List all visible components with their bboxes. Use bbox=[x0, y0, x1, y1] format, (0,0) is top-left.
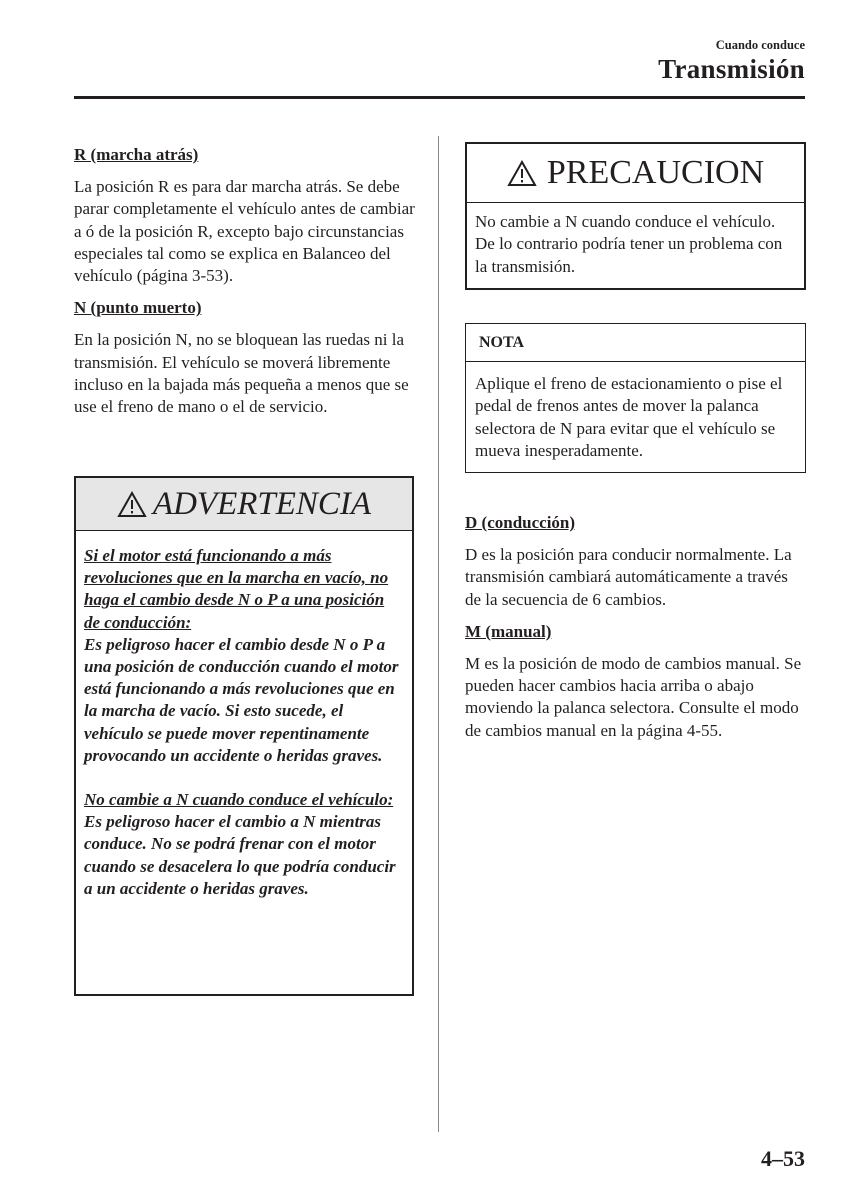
r-paragraph: La posición R es para dar marcha atrás. Se debe parar completamente el vehículo antes de cambiar a ó de la posición R, excepto bajo circunstancias especiales tal como se explica en Balanceo del vehículo (página 3-53). bbox=[74, 177, 415, 286]
warning-item2-text: Es peligroso hacer el cambio a N mientras conduce. No se podrá frenar con el motor cuando se desacelera lo que podría conducir a un accidente o heridas graves. bbox=[84, 812, 396, 898]
page-number: 4–53 bbox=[761, 1146, 805, 1171]
r-heading: R (marcha atrás) bbox=[74, 145, 199, 164]
warning-triangle-icon bbox=[117, 491, 147, 518]
warning-title: ADVERTENCIA bbox=[152, 485, 372, 522]
warning-item1-text: Es peligroso hacer el cambio desde N o P a una posición de conducción cuando el motor está funcionando a más revoluciones que en la marcha de vacío. Si esto sucede, el vehículo se puede mover repentinamente provocando un accidente o heridas graves. bbox=[84, 634, 399, 765]
warning-item2-heading: No cambie a N cuando conduce el vehículo: bbox=[84, 790, 394, 810]
n-heading: N (punto muerto) bbox=[74, 298, 202, 318]
section-label: Cuando conduce bbox=[715, 38, 805, 52]
warning-triangle-icon bbox=[507, 160, 537, 187]
n-paragraph: En la posición N, no se bloquean las ruedas ni la transmisión. El vehículo se moverá libremente incluso en la bajada más pequeña a menos que se use el freno de mano o el de servicio. bbox=[74, 330, 409, 417]
header-rule bbox=[74, 96, 805, 99]
warning-header bbox=[76, 478, 412, 531]
right-column bbox=[465, 508, 806, 752]
warning-body bbox=[76, 531, 412, 900]
left-column bbox=[74, 140, 415, 429]
warning-box bbox=[74, 476, 414, 996]
note-title: NOTA bbox=[466, 324, 805, 362]
caution-text: No cambie a N cuando conduce el vehículo. De lo contrario podría tener un problema con la transmisión. bbox=[475, 212, 783, 276]
d-paragraph: D es la posición para conducir normalmente. La transmisión cambiará automáticamente a través de la secuencia de 6 cambios. bbox=[465, 545, 792, 609]
page-title: Transmisión bbox=[658, 54, 805, 84]
column-divider bbox=[438, 136, 439, 1132]
d-heading: D (conducción) bbox=[465, 513, 576, 532]
caution-header bbox=[467, 144, 804, 203]
caution-title: PRECAUCION bbox=[546, 154, 765, 191]
warning-item1-heading: Si el motor está funcionando a más revoluciones que en la marcha en vacío, no haga el cambio desde N o P a una posición de conducción: bbox=[84, 546, 389, 632]
m-paragraph: M es la posición de modo de cambios manual. Se pueden hacer cambios hacia arriba o abajo moviendo la palanca selectora. Consulte el modo de cambios manual en la página 4-55. bbox=[465, 653, 802, 740]
m-heading: M (manual) bbox=[465, 621, 552, 641]
caution-box bbox=[465, 142, 806, 290]
note-text: Aplique el freno de estacionamiento o pise el pedal de frenos antes de mover la palanca selectora de N para evitar que el vehículo se mueva inesperadamente. bbox=[475, 374, 783, 460]
note-box bbox=[465, 323, 806, 473]
